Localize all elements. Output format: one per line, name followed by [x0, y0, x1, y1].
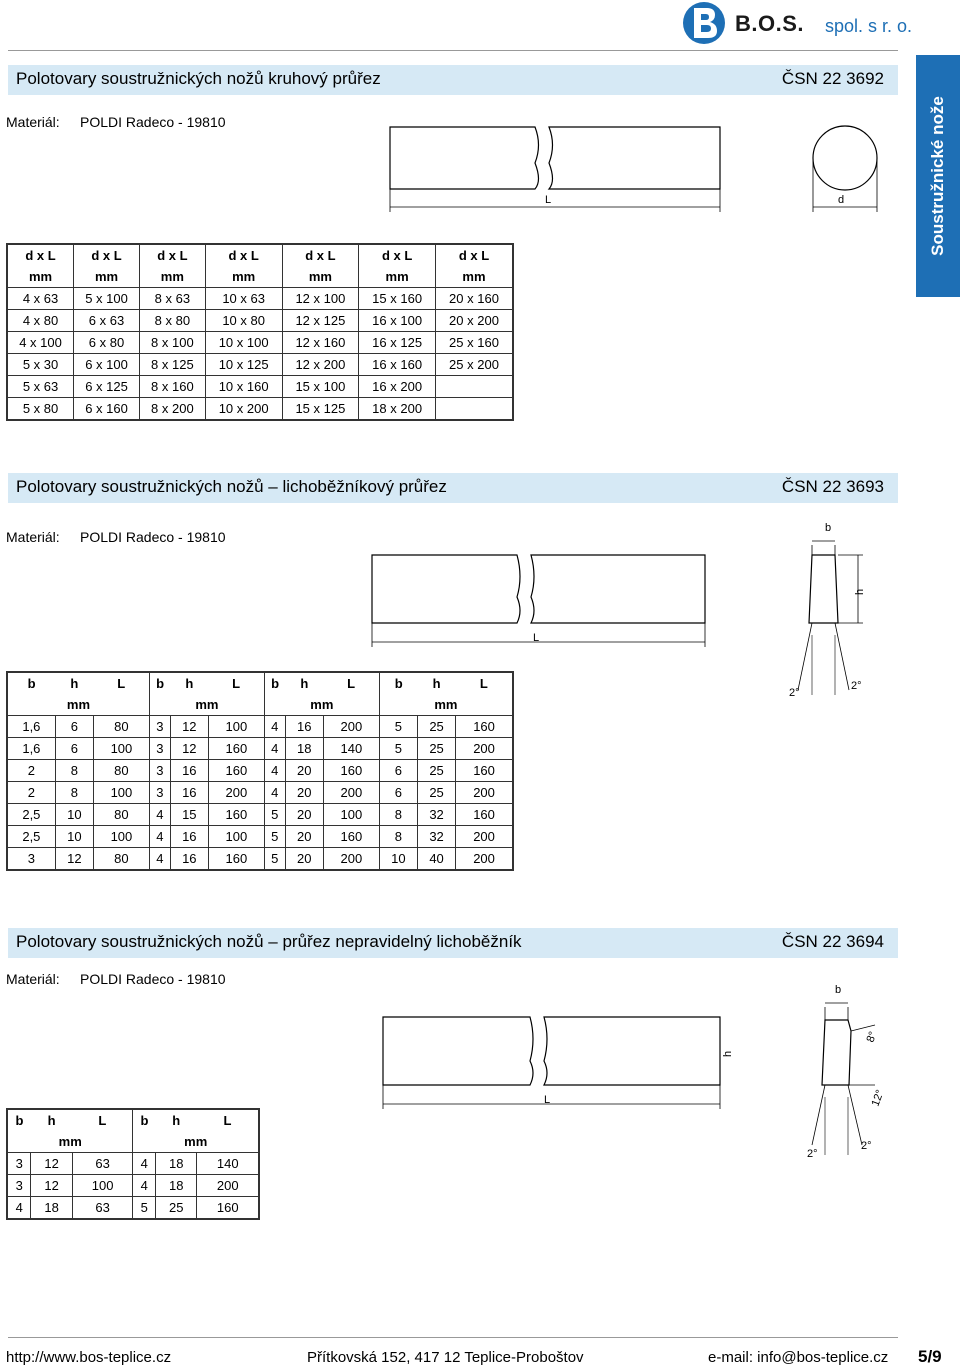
table-cell: 80 [93, 848, 149, 871]
section-norm: ČSN 22 3694 [781, 932, 884, 951]
table-cell: 8 x 125 [139, 354, 205, 376]
table-cell: 6 x 125 [74, 376, 140, 398]
table-trapezoid-sizes [6, 671, 514, 871]
table-cell: 6 [55, 738, 93, 760]
table-cell: 200 [323, 848, 379, 871]
material-label: Materiál: [6, 529, 60, 545]
table-unit-row [7, 694, 513, 716]
table-unit-row [7, 266, 513, 288]
unit-cell: mm [7, 266, 74, 288]
table-cell: 100 [93, 826, 149, 848]
header-cell: b [379, 672, 417, 694]
table-cell: 80 [93, 804, 149, 826]
header-cell: h [417, 672, 455, 694]
header-cell: d x L [74, 244, 140, 266]
table-cell: 3 [7, 1175, 31, 1197]
page-number: 5/9 [918, 1347, 942, 1366]
dim-L-label: L [545, 194, 552, 206]
table-cell: 16 x 200 [359, 376, 436, 398]
table-row [7, 398, 513, 421]
table-cell: 32 [417, 804, 455, 826]
unit-cell: mm [139, 266, 205, 288]
table-cell: 8 [55, 782, 93, 804]
header-cell: h [31, 1109, 72, 1131]
table-row [7, 760, 513, 782]
table-cell: 4 [264, 738, 285, 760]
unit-cell: mm [379, 694, 513, 716]
table-cell: 6 x 100 [74, 354, 140, 376]
header-cell: L [323, 672, 379, 694]
logo-b-icon [692, 6, 718, 40]
table-cell: 15 x 125 [282, 398, 359, 421]
unit-cell: mm [435, 266, 513, 288]
dim-d-label: d [838, 194, 845, 206]
table-cell: 140 [197, 1153, 259, 1175]
table-cell: 12 [55, 848, 93, 871]
table-cell: 4 [133, 1153, 156, 1175]
table-cell: 63 [72, 1153, 133, 1175]
table-cell: 160 [208, 804, 264, 826]
unit-cell: mm [149, 694, 264, 716]
table-cell: 4 [264, 782, 285, 804]
table-cell: 160 [208, 848, 264, 871]
side-tab-label: Soustružnické nože [928, 96, 947, 256]
table-cell: 100 [93, 782, 149, 804]
table-row [7, 354, 513, 376]
table-row [7, 332, 513, 354]
header-cell: L [72, 1109, 133, 1131]
table-cell: 5 x 30 [7, 354, 74, 376]
footer-url-link[interactable]: http://www.bos-teplice.cz [6, 1349, 172, 1366]
dim-h-label: h [722, 1050, 734, 1057]
table-cell: 8 x 80 [139, 310, 205, 332]
table-cell: 6 [379, 760, 417, 782]
table-cell: 200 [456, 782, 513, 804]
header-cell: d x L [7, 244, 74, 266]
table-cell: 25 [156, 1197, 197, 1220]
table-cell: 10 x 200 [205, 398, 282, 421]
table-cell: 12 x 160 [282, 332, 359, 354]
dim-b-label: b [825, 522, 832, 534]
header-cell: d x L [435, 244, 513, 266]
unit-cell: mm [359, 266, 436, 288]
table-cell: 16 [170, 848, 208, 871]
table-cell: 18 [285, 738, 323, 760]
table-cell: 140 [323, 738, 379, 760]
table-cell: 6 x 160 [74, 398, 140, 421]
table-cell: 16 x 160 [359, 354, 436, 376]
unit-cell: mm [264, 694, 379, 716]
section-title: Polotovary soustružnických nožů kruhový průřez [16, 69, 381, 88]
section-title: Polotovary soustružnických nožů – lichoběžníkový průřez [16, 477, 447, 496]
section-header-trapezoid [8, 473, 898, 503]
table-cell: 16 x 125 [359, 332, 436, 354]
table-cell: 20 [285, 826, 323, 848]
table-row [7, 376, 513, 398]
section-header-irregular [8, 928, 898, 958]
table-cell: 8 x 100 [139, 332, 205, 354]
unit-cell: mm [7, 1131, 133, 1153]
logo-name: B.O.S. [735, 11, 805, 36]
table-cell: 2,5 [7, 826, 55, 848]
header-cell: h [170, 672, 208, 694]
table-cell: 1,6 [7, 716, 55, 738]
table-row [7, 1175, 259, 1197]
table-cell: 8 x 63 [139, 288, 205, 310]
table-cell: 16 [170, 782, 208, 804]
logo-suffix: spol. s r. o. [825, 16, 913, 36]
table-cell: 16 [285, 716, 323, 738]
table-cell: 12 [170, 738, 208, 760]
header-cell: d x L [282, 244, 359, 266]
header-cell: d x L [139, 244, 205, 266]
table-cell: 4 [7, 1197, 31, 1220]
table-cell: 6 x 80 [74, 332, 140, 354]
table-cell: 3 [149, 782, 170, 804]
table-cell: 100 [93, 738, 149, 760]
table-cell: 5 [264, 848, 285, 871]
table-cell: 25 [417, 782, 455, 804]
header-cell: d x L [359, 244, 436, 266]
table-cell: 16 [170, 760, 208, 782]
table-cell: 10 x 80 [205, 310, 282, 332]
table-cell: 10 [55, 826, 93, 848]
table-cell: 32 [417, 826, 455, 848]
table-cell: 2,5 [7, 804, 55, 826]
table-cell: 5 [379, 738, 417, 760]
header-divider [8, 50, 898, 51]
footer-address: Přítkovská 152, 417 12 Teplice-Proboštov [307, 1349, 584, 1366]
table-cell: 16 [170, 826, 208, 848]
section-norm: ČSN 22 3692 [781, 69, 884, 88]
unit-cell: mm [282, 266, 359, 288]
table-cell: 100 [208, 826, 264, 848]
table-cell: 160 [323, 826, 379, 848]
section-norm: ČSN 22 3693 [781, 477, 884, 496]
table-cell: 10 [379, 848, 417, 871]
table-cell: 12 x 200 [282, 354, 359, 376]
table-cell: 40 [417, 848, 455, 871]
unit-cell: mm [74, 266, 140, 288]
table-cell: 200 [323, 716, 379, 738]
table-cell: 12 x 100 [282, 288, 359, 310]
table-cell: 3 [149, 760, 170, 782]
table-irregular-sizes [6, 1108, 260, 1220]
table-cell: 3 [149, 716, 170, 738]
table-cell: 10 x 125 [205, 354, 282, 376]
dim-L-label: L [533, 632, 540, 644]
table-cell: 18 [31, 1197, 72, 1220]
table-cell: 200 [197, 1175, 259, 1197]
material-value: POLDI Radeco - 19810 [80, 529, 226, 545]
table-unit-row [7, 1131, 259, 1153]
header-cell: h [156, 1109, 197, 1131]
table-cell: 200 [208, 782, 264, 804]
table-cell: 4 [149, 848, 170, 871]
irregular-blank-drawing [375, 975, 895, 1170]
material-line [6, 971, 226, 987]
company-logo [683, 2, 913, 46]
table-row [7, 716, 513, 738]
table-header-row [7, 672, 513, 694]
table-cell: 8 [379, 804, 417, 826]
table-cell: 4 [149, 826, 170, 848]
unit-cell: mm [205, 266, 282, 288]
table-cell: 6 x 63 [74, 310, 140, 332]
table-cell: 100 [72, 1175, 133, 1197]
table-cell: 160 [197, 1197, 259, 1220]
angle-right-label: 2° [851, 680, 862, 692]
unit-cell: mm [133, 1131, 259, 1153]
table-cell: 160 [456, 716, 513, 738]
table-cell: 1,6 [7, 738, 55, 760]
table-cell: 12 [31, 1153, 72, 1175]
table-cell: 160 [208, 738, 264, 760]
table-cell: 20 [285, 782, 323, 804]
table-cell: 25 [417, 738, 455, 760]
table-row [7, 826, 513, 848]
header-cell: b [264, 672, 285, 694]
table-cell: 160 [208, 760, 264, 782]
unit-cell: mm [7, 694, 149, 716]
table-cell: 3 [7, 848, 55, 871]
angle-side-label: 12° [869, 1088, 887, 1109]
round-blank-drawing [385, 115, 895, 220]
table-row [7, 310, 513, 332]
table-cell: 3 [7, 1153, 31, 1175]
material-line [6, 114, 226, 130]
footer-email-link[interactable]: e-mail: info@bos-teplice.cz [708, 1349, 889, 1366]
table-cell: 20 x 200 [435, 310, 513, 332]
table-cell: 10 x 160 [205, 376, 282, 398]
table-cell: 5 [264, 826, 285, 848]
header-cell: h [55, 672, 93, 694]
table-row [7, 782, 513, 804]
table-cell: 5 x 80 [7, 398, 74, 421]
table-cell: 6 [55, 716, 93, 738]
table-cell: 10 x 100 [205, 332, 282, 354]
table-cell: 25 x 200 [435, 354, 513, 376]
header-cell: b [133, 1109, 156, 1131]
table-cell: 80 [93, 716, 149, 738]
dim-L-label: L [544, 1094, 551, 1106]
header-cell: L [208, 672, 264, 694]
table-cell: 20 x 160 [435, 288, 513, 310]
table-cell: 200 [456, 848, 513, 871]
table-round-sizes [6, 243, 514, 421]
table-row [7, 804, 513, 826]
material-label: Materiál: [6, 114, 60, 130]
table-cell: 8 [55, 760, 93, 782]
table-cell: 8 [379, 826, 417, 848]
header-cell: b [7, 672, 55, 694]
table-cell: 8 x 200 [139, 398, 205, 421]
table-cell: 15 x 100 [282, 376, 359, 398]
table-cell: 200 [323, 782, 379, 804]
header-cell: b [7, 1109, 31, 1131]
table-cell: 25 x 160 [435, 332, 513, 354]
header-cell: b [149, 672, 170, 694]
angle-top-label: 8° [864, 1030, 880, 1045]
table-cell: 8 x 160 [139, 376, 205, 398]
table-cell: 12 [31, 1175, 72, 1197]
side-tab [916, 55, 960, 297]
table-cell: 6 [379, 782, 417, 804]
table-cell: 4 x 63 [7, 288, 74, 310]
table-cell: 5 x 63 [7, 376, 74, 398]
header-cell: L [456, 672, 513, 694]
header-cell: L [197, 1109, 259, 1131]
table-cell: 12 x 125 [282, 310, 359, 332]
angle-right-label: 2° [861, 1140, 872, 1152]
table-cell: 3 [149, 738, 170, 760]
table-cell: 160 [456, 760, 513, 782]
table-cell: 5 [264, 804, 285, 826]
section-header-round [8, 65, 898, 95]
table-cell: 18 [156, 1175, 197, 1197]
table-cell: 25 [417, 716, 455, 738]
table-cell: 18 [156, 1153, 197, 1175]
table-cell: 25 [417, 760, 455, 782]
table-cell: 63 [72, 1197, 133, 1220]
table-cell: 4 [149, 804, 170, 826]
table-cell: 4 [264, 760, 285, 782]
section-title: Polotovary soustružnických nožů – průřez nepravidelný lichoběžník [16, 932, 522, 951]
table-cell: 2 [7, 760, 55, 782]
table-cell: 200 [456, 738, 513, 760]
table-cell [435, 376, 513, 398]
material-line [6, 529, 226, 545]
dim-b-label: b [835, 984, 842, 996]
table-cell: 4 [264, 716, 285, 738]
table-cell [435, 398, 513, 421]
footer-divider [8, 1337, 898, 1338]
angle-left-label: 2° [789, 687, 800, 699]
table-cell: 4 x 100 [7, 332, 74, 354]
header-cell: h [285, 672, 323, 694]
table-cell: 5 [133, 1197, 156, 1220]
dim-h-label: h [854, 588, 866, 595]
table-row [7, 738, 513, 760]
table-cell: 160 [323, 760, 379, 782]
table-cell: 20 [285, 760, 323, 782]
header-cell: d x L [205, 244, 282, 266]
table-cell: 100 [208, 716, 264, 738]
logo-circle-icon [683, 2, 725, 44]
table-cell: 200 [456, 826, 513, 848]
table-row [7, 1153, 259, 1175]
table-row [7, 848, 513, 871]
table-cell: 18 x 200 [359, 398, 436, 421]
table-cell: 5 x 100 [74, 288, 140, 310]
table-cell: 20 [285, 804, 323, 826]
table-cell: 2 [7, 782, 55, 804]
table-cell: 12 [170, 716, 208, 738]
table-cell: 16 x 100 [359, 310, 436, 332]
table-header-row [7, 1109, 259, 1131]
table-cell: 100 [323, 804, 379, 826]
table-cell: 15 x 160 [359, 288, 436, 310]
table-row [7, 288, 513, 310]
table-cell: 160 [456, 804, 513, 826]
table-cell: 80 [93, 760, 149, 782]
table-cell: 10 [55, 804, 93, 826]
table-cell: 5 [379, 716, 417, 738]
table-row [7, 1197, 259, 1220]
material-value: POLDI Radeco - 19810 [80, 971, 226, 987]
material-label: Materiál: [6, 971, 60, 987]
table-cell: 20 [285, 848, 323, 871]
table-cell: 10 x 63 [205, 288, 282, 310]
material-value: POLDI Radeco - 19810 [80, 114, 226, 130]
table-cell: 4 [133, 1175, 156, 1197]
angle-left-label: 2° [807, 1148, 818, 1160]
header-cell: L [93, 672, 149, 694]
table-cell: 15 [170, 804, 208, 826]
table-header-row [7, 244, 513, 266]
table-cell: 4 x 80 [7, 310, 74, 332]
